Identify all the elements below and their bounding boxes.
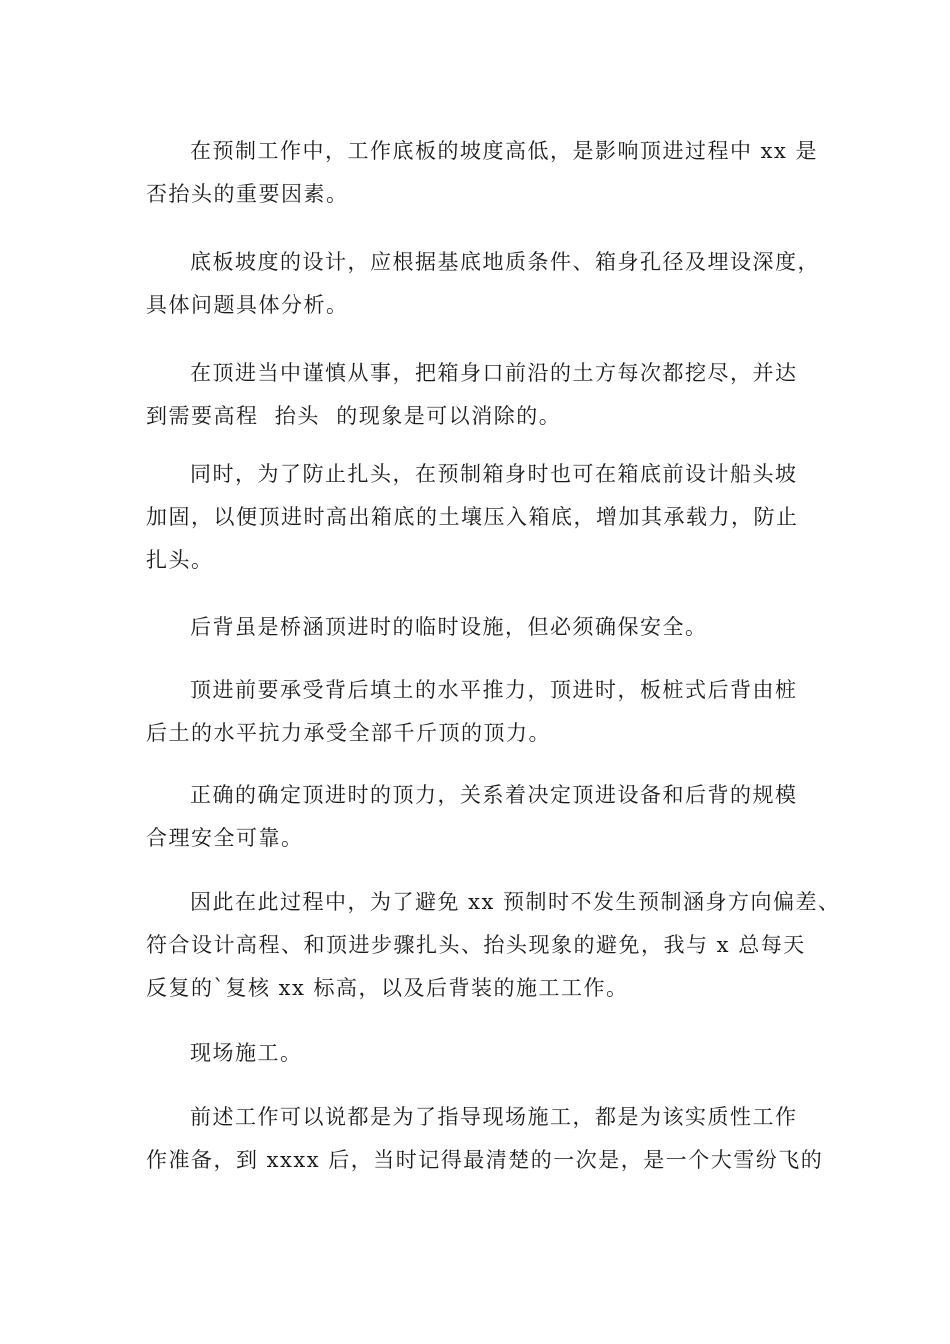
text-line: 扎头。	[146, 548, 214, 572]
text-line: 同时，为了防止扎头，在预制箱身时也可在箱底前设计船头坡	[190, 462, 798, 486]
text-line: 合理安全可靠。	[146, 826, 304, 850]
text-line: 后土的水平抗力承受全部千斤顶的顶力。	[146, 721, 551, 745]
paragraph-6	[146, 669, 816, 755]
text-line: 否抬头的重要因素。	[146, 182, 349, 206]
paragraph-8	[146, 881, 841, 1010]
text-line: 现场施工。	[190, 1041, 303, 1065]
text-line: 在预制工作中，工作底板的坡度高低，是影响顶进过程中 xx 是	[190, 139, 819, 163]
paragraph-4	[146, 453, 816, 582]
text-line: 反复的`复核 xx 标高，以及后背装的施工工作。	[146, 976, 629, 1000]
text-line: 正确的确定顶进时的顶力，关系着决定顶进设备和后背的规模	[190, 783, 798, 807]
text-line: 在顶进当中谨慎从事，把箱身口前沿的土方每次都挖尽，并达	[190, 361, 798, 385]
text-line: 因此在此过程中，为了避免 xx 预制时不发生预制涵身方向偏差、	[190, 890, 841, 914]
text-line: 加固，以便顶进时高出箱底的土壤压入箱底，增加其承载力，防止	[146, 505, 799, 529]
text-line: 作准备，到 xxxx 后，当时记得最清楚的一次是，是一个大雪纷飞的	[146, 1148, 824, 1172]
paragraph-9	[146, 1032, 816, 1075]
paragraph-7	[146, 774, 816, 860]
text-line: 顶进前要承受背后填土的水平推力，顶进时，板桩式后背由桩	[190, 678, 798, 702]
text-line: 具体问题具体分析。	[146, 293, 349, 317]
text-line: 前述工作可以说都是为了指导现场施工，都是为该实质性工作	[190, 1105, 798, 1129]
paragraph-10	[146, 1096, 824, 1182]
text-line: 底板坡度的设计，应根据基底地质条件、箱身孔径及埋设深度，	[190, 250, 820, 274]
text-line: 到需要高程 抬头 的现象是可以消除的。	[146, 404, 562, 428]
paragraph-5	[146, 606, 816, 649]
paragraph-2	[146, 241, 820, 327]
text-line: 后背虽是桥涵顶进时的临时设施，但必须确保安全。	[190, 615, 708, 639]
text-line: 符合设计高程、和顶进步骤扎头、抬头现象的避免，我与 x 总每天	[146, 933, 806, 957]
paragraph-3	[146, 352, 816, 438]
paragraph-1	[146, 130, 819, 216]
